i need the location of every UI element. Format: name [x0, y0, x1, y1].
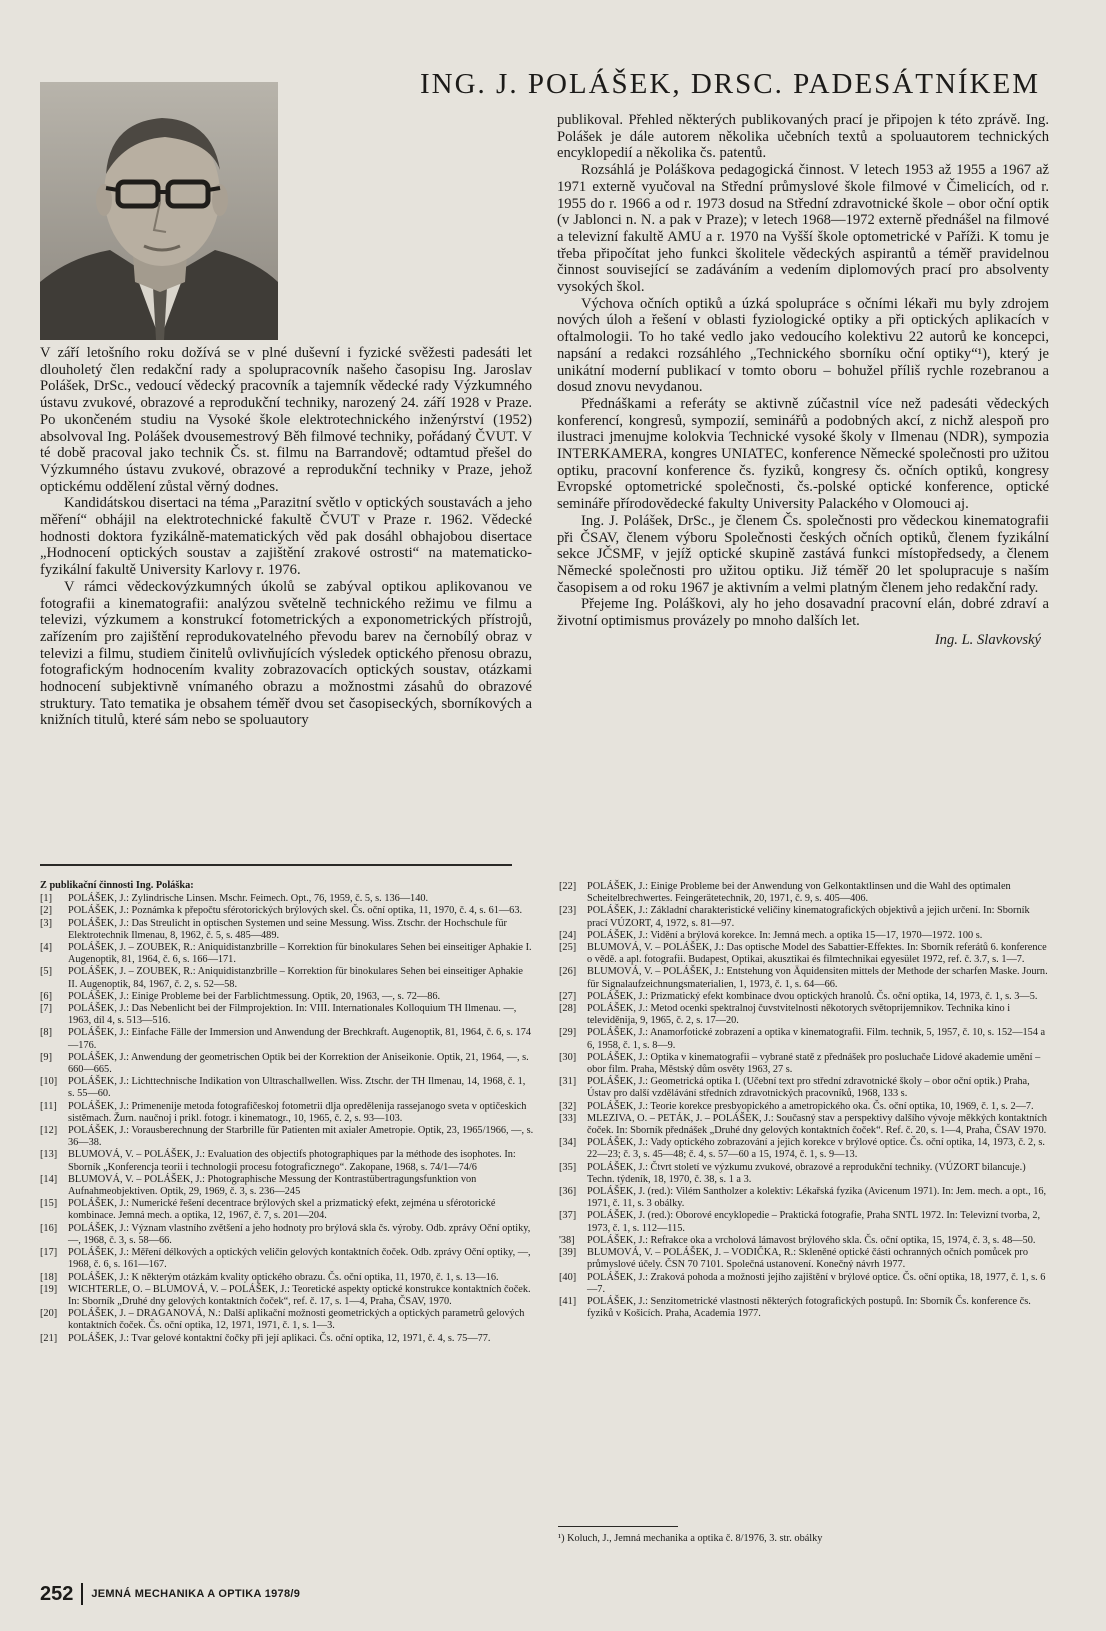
reference-text: POLÁŠEK, J.: K některým otázkám kvality optického obrazu. Čs. oční optika, 11, 1970, č. 1, s. 13—16.: [68, 1271, 499, 1283]
reference-number: [31]: [559, 1076, 577, 1088]
reference-number: [17]: [40, 1247, 58, 1259]
bibliography-column-left: [40, 880, 534, 1345]
article-column-right: [557, 112, 1049, 649]
reference-text: POLÁŠEK, J.: Senzitometrické vlastnosti některých fotografických postupů. In: Sborník Čs. konference čs. fyziků v Košicích. Praha, Academia 1977.: [587, 1295, 1031, 1320]
reference-item: [40, 1076, 534, 1100]
reference-item: [40, 1247, 534, 1271]
reference-number: [14]: [40, 1173, 58, 1185]
reference-number: [18]: [40, 1271, 58, 1283]
article-paragraph: Rozsáhlá je Poláškova pedagogická činnost. V letech 1953 až 1955 a 1967 až 1971 externě vyučoval na Střední průmyslové škole filmové v Čimelicích, od r. 1955 do r. 1966 a od r. 1973 dosud na Střední zdravotnické škole – obor oční optik (v Jablonci n. N. a pak v Praze); v letech 1968—1972 externě přednášel na filmové a televizní fakultě AMU a r. 1970 na Vyšší škole optometrické v Paříži. K tomu je třeba připočítat jeho funkci školitele vědeckých aspirantů a téměř pravidelnou činnost související se zadáváním a vedením diplomových prací pro absolventy vysokých škol.: [557, 162, 1049, 296]
reference-number: [24]: [559, 929, 577, 941]
reference-number: [4]: [40, 942, 53, 954]
reference-text: POLÁŠEK, J.: Měření délkových a optických veličin gelových kontaktních čoček. Odb. zprávy Oční optiky, —, 1968, č. 6, s. 161—167.: [68, 1247, 531, 1271]
reference-text: POLÁŠEK, J.: Anwendung der geometrischen Optik bei der Korrektion der Aniseikonie. Optik, 21, 1964, —, s. 660—665.: [68, 1051, 529, 1076]
reference-text: POLÁŠEK, J. – ZOUBEK, R.: Aniquidistanzbrille – Korrektion für binokulares Sehen bei einseitiger Aphakie II. Augenoptik, 84, 1967, č. 2, s. 52—58.: [68, 966, 523, 990]
reference-text: POLÁŠEK, J.: Optika v kinematografii – vybrané statě z přednášek pro posluchače Lidové akademie umění – obor film. Praha, Městský dům osvěty 1963, 27 s.: [587, 1051, 1041, 1076]
reference-number: [3]: [40, 917, 53, 929]
reference-item: [559, 881, 1051, 905]
reference-text: POLÁŠEK, J.: Význam vlastního zvětšení a jeho hodnoty pro brýlová skla čs. výroby. Odb. zprávy Oční optiky, —, 1968, č. 3, s. 58—66.: [68, 1222, 531, 1246]
reference-number: [1]: [40, 893, 53, 905]
reference-item: [40, 966, 534, 990]
reference-number: [34]: [559, 1137, 577, 1149]
reference-item: [40, 1333, 534, 1345]
reference-number: [13]: [40, 1149, 58, 1161]
reference-item: [40, 942, 534, 966]
article-paragraph: V září letošního roku dožívá se v plné duševní i fyzické svěžesti padesáti let dlouholetý člen redakční rady a spolupracovník našeho časopisu Ing. Jaroslav Polášek, DrSc., vedoucí vědecký pracovník a tajemník vědecké rady Výzkumného ústavu zvukové, obrazové a reprodukční techniky, narozený 24. září 1928 v Praze. Po ukončeném studiu na Vysoké škole elektrotechnického inženýrství (1952) absolvoval Ing. Polášek dvousemestrový Běh filmové techniky, pořádaný ČVUT. V té době pracoval jako technik Čs. st. filmu na Barrandově; odtamtud přešel do Výzkumného ústavu zvukové, obrazové a reprodukční techniky v Praze, jehož optickému oddělení zůstal věrný dodnes.: [40, 345, 532, 495]
reference-item: [559, 930, 1051, 942]
reference-number: [6]: [40, 990, 53, 1002]
reference-text: POLÁŠEK, J.: Vady optického zobrazování a jejich korekce v brýlové optice. Čs. oční optika, 14, 1973, č. 2, s. 22—23; č. 3, s. 45—48; č. 4, s. 57—60 a 15, 1974, č. 1, s. 9—13.: [587, 1137, 1045, 1161]
reference-number: [36]: [559, 1186, 577, 1198]
reference-number: [27]: [559, 990, 577, 1002]
reference-number: [22]: [559, 881, 577, 892]
reference-text: POLÁŠEK, J.: Tvar gelové kontaktní čočky při její aplikaci. Čs. oční optika, 12, 1971, č. 4, s. 75—77.: [68, 1332, 491, 1344]
reference-number: [26]: [559, 966, 577, 978]
reference-number: [25]: [559, 942, 577, 954]
reference-item: [559, 1247, 1051, 1271]
reference-text: POLÁŠEK, J. (red.): Oborové encyklopedie – Praktická fotografie, Praha SNTL 1972. In: Televizní tvorba, 2, 1973, č. 1, s. 112—115.: [587, 1210, 1041, 1234]
reference-number: [23]: [559, 905, 577, 917]
reference-list: [559, 881, 1051, 1320]
reference-text: POLÁŠEK, J.: Vorausberechnung der Starbrille für Patienten mit axialer Ametropie. Optik, 23, 1965/1966, —, s. 36—38.: [68, 1125, 534, 1149]
reference-text: POLÁŠEK, J.: Refrakce oka a vrcholová lámavost brýlového skla. Čs. oční optika, 15, 1974, č. 3, s. 48—50.: [587, 1234, 1036, 1246]
reference-text: POLÁŠEK, J.: Das Streulicht in optischen Systemen und seine Messung. Wiss. Ztschr. der Hochschule für Elektrotechnik Ilmenau, 8, 1962, č. 5, s. 485—489.: [68, 917, 507, 941]
bibliography-column-right: [559, 881, 1051, 1320]
reference-number: [8]: [40, 1027, 53, 1039]
reference-number: [10]: [40, 1076, 58, 1088]
reference-number: [28]: [559, 1003, 577, 1015]
reference-number: [2]: [40, 905, 53, 917]
article-column-left: [40, 345, 532, 729]
reference-number: [41]: [559, 1295, 577, 1307]
reference-text: POLÁŠEK, J.: Čtvrt století ve výzkumu zvukové, obrazové a reprodukční techniky. (VÚZORT bilancuje.) Techn. týdeník, 18, 1970, č. 38, s. 1 a 3.: [587, 1161, 1026, 1185]
reference-text: BLUMOVÁ, V. – POLÁŠEK, J.: Photographische Messung der Kontrastübertragungsfunktion von Aufnahmeobjektiven. Optik, 29, 1969, č. 3, s. 236—245: [68, 1173, 477, 1198]
reference-text: POLÁŠEK, J.: Lichttechnische Indikation von Ultraschallwellen. Wiss. Ztschr. der TH Ilmenau, 14, 1968, č. 1, s. 55—60.: [68, 1076, 526, 1100]
reference-item: [40, 918, 534, 942]
reference-number: [29]: [559, 1027, 577, 1039]
reference-text: POLÁŠEK, J.: Poznámka k přepočtu sférotorických brýlových skel. Čs. oční optika, 11, 1970, č. 4, s. 61—63.: [68, 905, 523, 917]
reference-item: [40, 1223, 534, 1247]
reference-text: POLÁŠEK, J.: Teorie korekce presbyopického a ametropického oka. Čs. oční optika, 10, 1969, č. 1, s. 2—7.: [587, 1100, 1034, 1112]
article-paragraph: Ing. J. Polášek, DrSc., je členem Čs. společnosti pro vědeckou kinematografii při ČSAV, členem výboru Společnosti českých očních optiků, členem fyzikální sekce JČSMF, v jejíž optické skupině zastává funkci místopředsedy, a členem Německé společnosti pro užitou optiku. Již téměř 20 let spolupracuje s naším časopisem a od roku 1967 je aktivním a velmi platným členem jeho redakční rady.: [557, 512, 1049, 596]
reference-text: POLÁŠEK, J.: Primenenije metoda fotografičeskoj fotometrii dlja opredělenija rassejanogo sveta v optičeskich sistěmach. Žurn. naučnoj i prikl. fotogr. i kinematogr., 10, 1965, č. 2, s. 93—103.: [68, 1100, 527, 1124]
article-paragraph: publikoval. Přehled některých publikovaných prací je připojen k této zprávě. Ing. Polášek je dále autorem několika učebních textů a spoluautorem technických encyklopedií a několika čs. patentů.: [557, 112, 1049, 162]
article-title: ING. J. POLÁŠEK, DRSC. PADESÁTNÍKEM: [420, 68, 1040, 100]
reference-text: POLÁŠEK, J.: Zraková pohoda a možnosti jejího zajištění v brýlové optice. Čs. oční optika, 18, 1977, č. 1, s. 6—7.: [587, 1271, 1046, 1295]
reference-item: [559, 966, 1051, 990]
reference-item: [40, 1027, 534, 1051]
reference-item: [559, 1186, 1051, 1210]
reference-item: [40, 1149, 534, 1173]
article-paragraph: Přednáškami a referáty se aktivně zúčastnil více než padesáti vědeckých konferencí, kongresů, sympozií, seminářů a podobných akcí, z nichž alespoň pro ilustraci jmenujme kolokvia Technické vysoké školy v Ilmenau (NDR), sympozia INTERKAMERA, kongres UNIATEC, konference Německé společnosti pro užitou optiku, pracovní konference čs. fyziků, kongresy čs. očních optiků, kongresy Evropské optometrické společnosti, čs.-polské optické konference, optické semináře přírodovědecké fakulty University Palackého v Olomouci aj.: [557, 395, 1049, 513]
journal-name: JEMNÁ MECHANIKA A OPTIKA 1978/9: [91, 1588, 301, 1600]
reference-item: [559, 905, 1051, 929]
reference-item: [559, 1003, 1051, 1027]
footer-separator: [81, 1583, 83, 1605]
reference-item: [559, 1101, 1051, 1113]
reference-text: POLÁŠEK, J.: Anamorfotické zobrazení a optika v kinematografii. Film. technik, 5, 1957, č. 10, s. 152—154 a 6, 1958, č. 1, s. 8—9.: [587, 1027, 1046, 1051]
article-paragraph: V rámci vědeckovýzkumných úkolů se zabýval optikou aplikovanou ve fotografii a kinematografii: analýzou světelně technického režimu ve filmu a televizi, výzkumem a konstrukcí fotometrických a exponometrických přístrojů, zařízením pro zajištění reprodukovatelného převodu barev na černobílý obraz v televizi a filmu, studiem činitelů ovlivňujících výsledek optického přenosu obrazu, fotografickým hodnocením kvality zobrazovacích optických soustav, otázkami hodnocení subjektivně vnímaného obrazu a možnostmi zásahů do obrazové struktury. Tato tematika je obsahem téměř dvou set časopiseckých, sborníkových a knižních titulů, které sám nebo se spoluautory: [40, 578, 532, 729]
reference-number: [37]: [559, 1210, 577, 1222]
reference-text: BLUMOVÁ, V. – POLÁŠEK, J.: Entstehung von Äquidensiten mittels der Methode der scharfen Maske. Journ. für Signalaufzeichnungsmaterialien, 1, 1973, č. 1, s. 64—66.: [587, 966, 1048, 990]
reference-number: [40]: [559, 1271, 577, 1283]
footnote-divider: [558, 1526, 678, 1527]
reference-item: [559, 1272, 1051, 1296]
reference-item: [40, 991, 534, 1003]
portrait-photo: [40, 82, 278, 340]
reference-number: [20]: [40, 1308, 58, 1320]
reference-text: POLÁŠEK, J.: Zylindrische Linsen. Mschr. Feimech. Opt., 76, 1959, č. 5, s. 136—140.: [68, 893, 429, 905]
reference-item: [40, 1101, 534, 1125]
article-paragraph: Výchova očních optiků a úzká spolupráce s očními lékaři mu byly zdrojem nových úloh a řešení v oblasti fyziologické optiky a při optických aplikacích v oftalmologii. To ho také vedlo jako vedoucího kolektivu 22 autorů ke koncepci, napsání a redakci rozsáhlého „Technického sborníku oční optiky“¹), který je unikátní moderní publikací v tomto oboru – bohužel příliš rychle rozebranou a dosud znovu nevydanou.: [557, 295, 1049, 396]
reference-item: [559, 1027, 1051, 1051]
reference-text: POLÁŠEK, J. – DRAGANOVÁ, N.: Další aplikační možnosti geometrických a optických parametrů gelových kontaktních čoček. Čs. oční optika, 12, 1971, 1971, č. 1, s. 1—3.: [68, 1308, 525, 1332]
reference-item: [40, 1174, 534, 1198]
reference-number: [19]: [40, 1283, 58, 1295]
reference-text: BLUMOVÁ, V. – POLÁŠEK, J. – VODIČKA, R.: Skleněné optické části ochranných očních pomůcek pro průmyslové účely. ČSN 70 7101. Společná ustanovení. Konečný návrh 1977.: [587, 1247, 1028, 1271]
reference-item: [559, 991, 1051, 1003]
page-footer: [40, 1582, 300, 1606]
reference-text: POLÁŠEK, J.: Prizmatický efekt kombinace dvou optických hranolů. Čs. oční optika, 14, 1973, č. 1, s. 3—5.: [587, 990, 1038, 1002]
reference-text: POLÁŠEK, J.: Das Nebenlicht bei der Filmprojektion. In: VIII. Internationales Kolloquium TH Ilmenau. —, 1963, díl 4, s. 513—516.: [68, 1003, 517, 1027]
reference-number: [32]: [559, 1100, 577, 1112]
reference-number: [7]: [40, 1003, 53, 1015]
reference-text: POLÁŠEK, J.: Einige Probleme bei der Farblichtmessung. Optik, 20, 1963, —, s. 72—86.: [68, 990, 441, 1002]
reference-text: MLEZIVA, O. – PETÁK, J. – POLÁŠEK, J.: Současný stav a perspektivy dalšího vývoje měkkých kontaktních čoček. In: Sborník přednášek „Druhé dny gelových kontaktních čoček“. Ref. č. 20, s. 1—4, Praha, ČSAV 1970.: [587, 1112, 1047, 1137]
reference-item: [559, 1210, 1051, 1234]
reference-number: [30]: [559, 1051, 577, 1063]
reference-list: [40, 893, 534, 1345]
reference-item: [40, 1052, 534, 1076]
article-paragraph: Přejeme Ing. Poláškovi, aly ho jeho dosavadní pracovní elán, dobré zdraví a životní optimismus provázely po mnoho dalších let.: [557, 596, 1049, 630]
reference-text: POLÁŠEK, J.: Vidění a brýlová korekce. In: Jemná mech. a optika 15—17, 1970—1972. 100 s.: [587, 929, 983, 941]
bibliography-heading: Z publikační činnosti Ing. Poláška:: [40, 880, 194, 891]
reference-number: [39]: [559, 1247, 577, 1259]
reference-item: [40, 1284, 534, 1308]
article-paragraph: Kandidátskou disertaci na téma „Parazitní světlo v optických soustavách a jeho měření“ obhájil na elektrotechnické fakultě ČVUT v Praze r. 1962. Vědecké hodnosti doktora fyzikálně-matematických věd pak dosáhl obhajobou disertace „Hodnocení optických soustav a zajištění zrakové ostrosti“ na matematicko-fyzikální fakultě University Karlovy r. 1976.: [40, 495, 532, 579]
reference-text: POLÁŠEK, J.: Metod ocenki spektralnoj čuvstvitelnosti někotorych světoprijemnikov. Technika kino i televiděnija, 9, 1965, č. 2, s. 17—20.: [587, 1003, 1011, 1027]
reference-number: [15]: [40, 1198, 58, 1210]
reference-text: WICHTERLE, O. – BLUMOVÁ, V. – POLÁŠEK, J.: Teoretické aspekty optické konstrukce kontaktních čoček. In: Sborník „Druhé dny gelových kontaktních čoček“, ref. č. 17, s. 1—4, Praha, ČSAV, 1970.: [68, 1283, 531, 1307]
reference-text: POLÁŠEK, J. – ZOUBEK, R.: Aniquidistanzbrille – Korrektion für binokulares Sehen bei einseitiger Aphakie I. Augenoptik, 81, 1964, č. 6, s. 166—171.: [68, 942, 532, 966]
reference-item: [40, 1003, 534, 1027]
footnote: ¹) Koluch, J., Jemná mechanika a optika č. 8/1976, 3. str. obálky: [558, 1533, 823, 1544]
reference-item: [40, 1272, 534, 1284]
reference-item: [559, 1113, 1051, 1137]
reference-item: [559, 1235, 1051, 1247]
reference-text: POLÁŠEK, J.: Einfache Fälle der Immersion und Anwendung der Brechkraft. Augenoptik, 81, 1964, č. 6, s. 174—176.: [68, 1027, 531, 1051]
reference-text: BLUMOVÁ, V. – POLÁŠEK, J.: Das optische Model des Sabattier-Effektes. In: Sborník referátů 6. konference o vědě. a apl. fotografii. Budapest, Optikai, akusztikai és filmtechnikai egyesület 1972, ref. č. 3.7, s. 1—7.: [587, 942, 1047, 966]
reference-item: [559, 942, 1051, 966]
reference-item: [40, 1125, 534, 1149]
reference-number: [35]: [559, 1161, 577, 1173]
reference-text: POLÁŠEK, J.: Einige Probleme bei der Anwendung von Gelkontaktlinsen und die Wahl des optimalen Scheitelbrechwertes. Feingerätetechnik, 20, 1971, č. 9, s. 405—406.: [587, 881, 1011, 905]
reference-number: '38]: [559, 1234, 575, 1246]
reference-item: [40, 1198, 534, 1222]
reference-number: [5]: [40, 966, 53, 978]
reference-number: [9]: [40, 1051, 53, 1063]
reference-item: [559, 1162, 1051, 1186]
reference-number: [12]: [40, 1125, 58, 1137]
reference-number: [11]: [40, 1100, 57, 1112]
reference-text: POLÁŠEK, J.: Geometrická optika I. (Učební text pro střední zdravotnické školy – obor oční optik.) Praha, Ústav pro další vzdělávání středních zdravotnických pracovníků, 1968, 133 s.: [587, 1076, 1030, 1100]
reference-item: [559, 1052, 1051, 1076]
section-divider: [40, 864, 512, 866]
reference-number: [16]: [40, 1222, 58, 1234]
reference-item: [40, 905, 534, 917]
reference-item: [40, 893, 534, 905]
reference-number: [21]: [40, 1332, 58, 1344]
reference-item: [559, 1076, 1051, 1100]
reference-item: [40, 1308, 534, 1332]
reference-text: BLUMOVÁ, V. – POLÁŠEK, J.: Evaluation des objectifs photographiques par la méthode des isophotes. In: Sborník „Konferencja teorii i technologii procesu fotograficznego“. Zakopane, 1968, s. 74/1—74/6: [68, 1149, 516, 1173]
page-number: 252: [40, 1582, 74, 1605]
reference-text: POLÁŠEK, J.: Numerické řešení decentrace brýlových skel a prizmatický efekt, zejména u sférotorické kombinace. Jemná mech. a optika, 12, 1967, č. 7, s. 201—204.: [68, 1198, 496, 1222]
reference-item: [559, 1137, 1051, 1161]
reference-number: [33]: [559, 1112, 577, 1124]
reference-item: [559, 1296, 1051, 1320]
reference-text: POLÁŠEK, J. (red.): Vilém Santholzer a kolektiv: Lékařská fyzika (Avicenum 1971). In: Jem. mech. a opt., 16, 1971, č. 11, s. 3 obálky.: [587, 1186, 1047, 1210]
reference-text: POLÁŠEK, J.: Základní charakteristické veličiny kinematografických objektivů a jejich určení. In: Sborník prací VÚZORT, 4, 1972, s. 81—97.: [587, 905, 1030, 929]
author-signature: Ing. L. Slavkovský: [934, 631, 1041, 648]
